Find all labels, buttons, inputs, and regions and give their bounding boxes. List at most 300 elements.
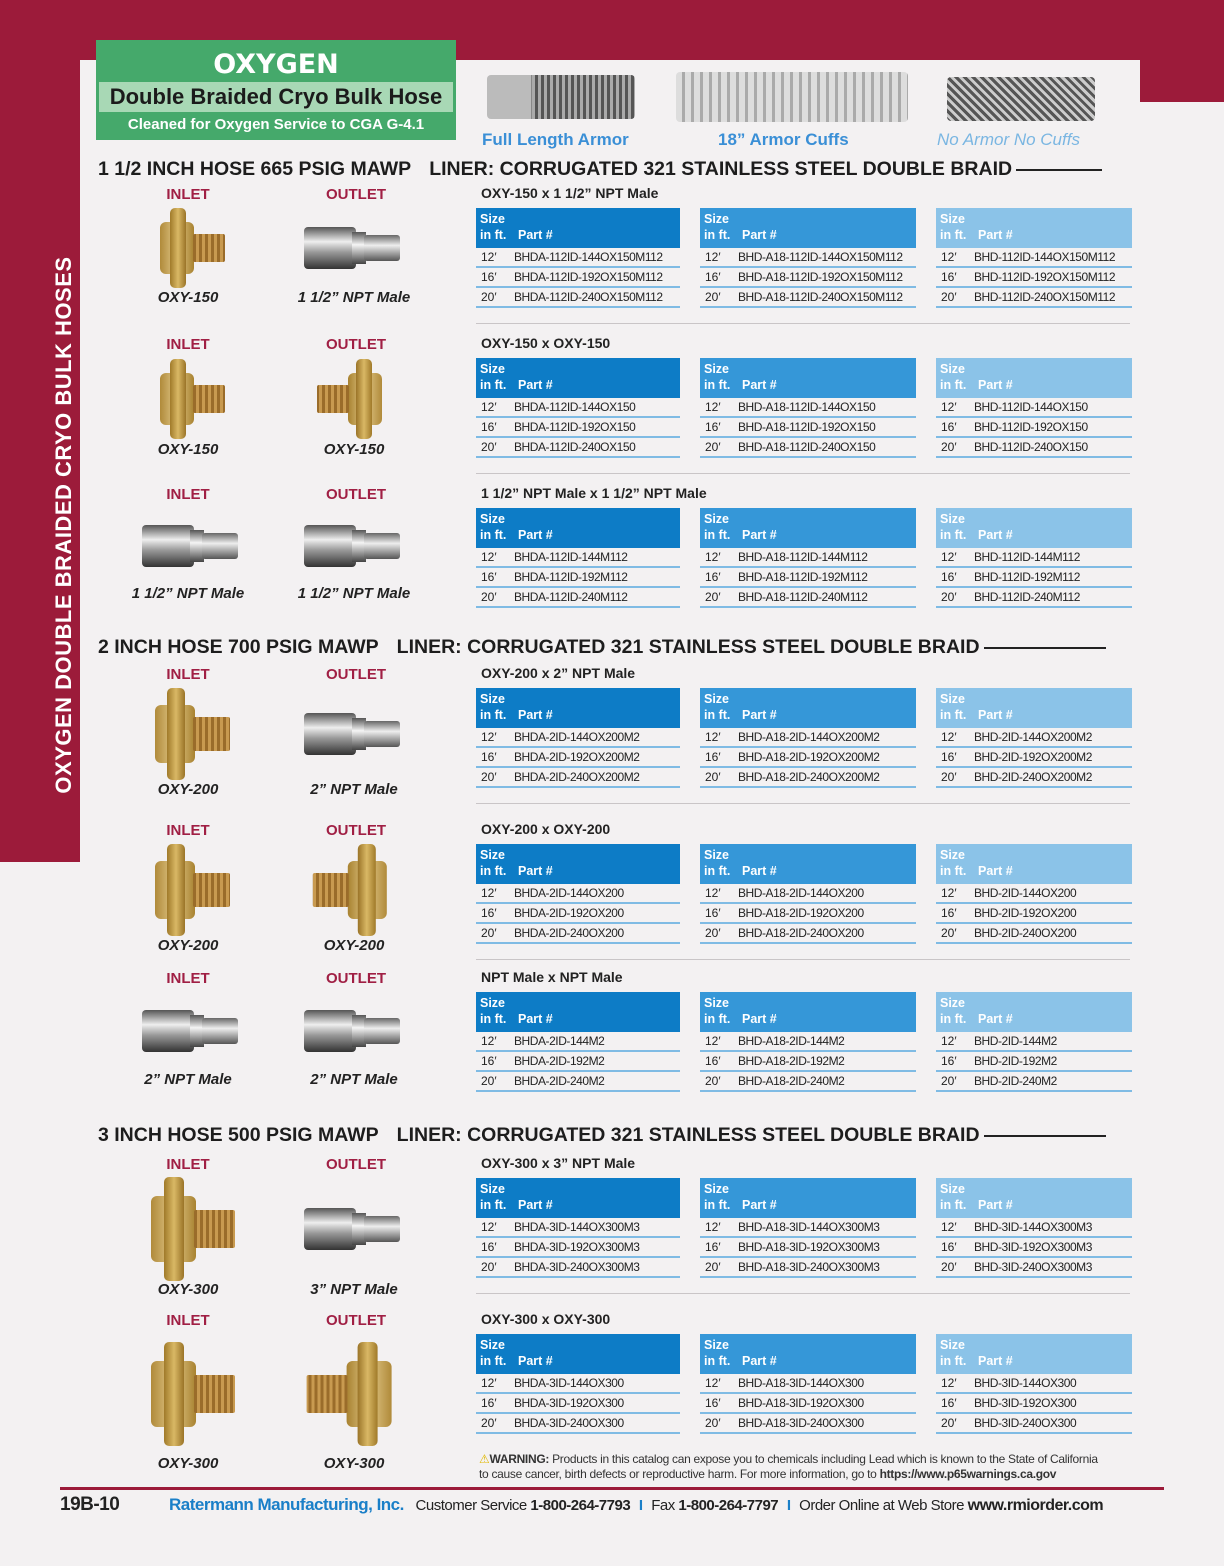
section-title	[98, 636, 1106, 659]
table-row	[476, 418, 680, 438]
size-cell: 20′	[481, 1416, 497, 1430]
part-header: Part #	[978, 708, 1013, 722]
table-header	[936, 358, 1132, 398]
table-row	[700, 438, 916, 458]
part-number-cell: BHDA-2ID-144OX200	[514, 886, 624, 900]
size-header: Size	[480, 1338, 506, 1352]
size-header: Size	[940, 1338, 966, 1352]
inlet-label: INLET	[166, 1312, 210, 1329]
table-row	[700, 768, 916, 788]
assembly-title: NPT Male x NPT Male	[481, 969, 623, 985]
outlet-label: OUTLET	[326, 1156, 386, 1173]
table-header	[936, 1334, 1132, 1374]
table-row	[936, 1238, 1132, 1258]
table-row	[700, 268, 916, 288]
table-row	[476, 288, 680, 308]
size-header: Size	[704, 362, 730, 376]
size-cell: 20′	[941, 590, 957, 604]
web-link[interactable]: www.rmiorder.com	[967, 1497, 1104, 1514]
part-table	[700, 844, 916, 944]
size-header-unit: in ft.	[480, 864, 507, 878]
footer	[60, 1494, 1170, 1516]
part-header: Part #	[978, 528, 1013, 542]
table-row	[700, 568, 916, 588]
inlet-label: INLET	[166, 822, 210, 839]
part-header: Part #	[518, 1354, 553, 1368]
part-number-cell: BHD-A18-112ID-240OX150M112	[738, 290, 903, 304]
size-cell: 16′	[941, 270, 957, 284]
title-rule	[1016, 169, 1102, 171]
table-header	[476, 508, 680, 548]
size-cell: 20′	[481, 290, 497, 304]
size-header-unit: in ft.	[704, 1198, 731, 1212]
size-cell: 20′	[481, 1260, 497, 1274]
outlet-caption: OXY-300	[323, 1455, 385, 1472]
part-number-cell: BHD-A18-3ID-192OX300M3	[738, 1240, 880, 1254]
size-cell: 12′	[941, 730, 957, 744]
size-cell: 12′	[481, 730, 497, 744]
table-row	[936, 1218, 1132, 1238]
assembly-title: OXY-300 x 3” NPT Male	[481, 1155, 636, 1171]
table-row	[476, 1072, 680, 1092]
size-cell: 12′	[481, 1220, 497, 1234]
outlet-label: OUTLET	[326, 970, 386, 987]
size-header: Size	[940, 1182, 966, 1196]
oxy-fitting-icon	[149, 688, 232, 780]
part-header: Part #	[518, 864, 553, 878]
size-header-unit: in ft.	[704, 378, 731, 392]
part-header: Part #	[518, 528, 553, 542]
part-table	[700, 508, 916, 608]
table-row	[936, 1052, 1132, 1072]
full-length-armor-label: Full Length Armor	[482, 130, 629, 149]
table-row	[476, 1394, 680, 1414]
table-header	[476, 992, 680, 1032]
part-number-cell: BHDA-2ID-144M2	[514, 1034, 605, 1048]
part-header: Part #	[978, 1198, 1013, 1212]
full-armor-image	[487, 75, 635, 119]
part-table	[476, 358, 680, 458]
table-header	[700, 508, 916, 548]
part-number-cell: BHD-A18-3ID-240OX300	[738, 1416, 864, 1430]
size-header: Size	[704, 1338, 730, 1352]
part-table	[936, 844, 1132, 944]
table-row	[476, 268, 680, 288]
part-number-cell: BHDA-112ID-240M112	[514, 590, 628, 604]
title-rule	[984, 1135, 1106, 1137]
table-row	[700, 548, 916, 568]
size-cell: 20′	[481, 770, 497, 784]
part-header: Part #	[518, 378, 553, 392]
part-number-cell: BHDA-112ID-240OX150M112	[514, 290, 663, 304]
size-cell: 20′	[481, 926, 497, 940]
part-number-cell: BHDA-3ID-192OX300	[514, 1396, 624, 1410]
footer-separator: I	[786, 1497, 791, 1514]
fax-label: Fax	[651, 1497, 679, 1514]
table-row	[476, 1258, 680, 1278]
top-band-tab	[1140, 60, 1224, 102]
table-row	[936, 768, 1132, 788]
hose-spec: 3 INCH HOSE 500 PSIG MAWP	[98, 1124, 379, 1146]
part-number-cell: BHD-A18-112ID-240M112	[738, 590, 868, 604]
warning-text: Products in this catalog can expose you to chemicals including Lead which is known to the State of California	[549, 1452, 1098, 1466]
table-row	[476, 768, 680, 788]
oxy-fitting-icon	[143, 1177, 237, 1281]
group-divider	[476, 323, 1130, 324]
part-number-cell: BHD-A18-3ID-192OX300	[738, 1396, 864, 1410]
size-cell: 12′	[705, 400, 721, 414]
table-row	[700, 1052, 916, 1072]
part-number-cell: BHD-A18-112ID-192OX150M112	[738, 270, 903, 284]
part-header: Part #	[742, 1354, 777, 1368]
size-header-unit: in ft.	[940, 228, 967, 242]
size-header-unit: in ft.	[480, 1354, 507, 1368]
outlet-caption: OXY-150	[323, 441, 385, 458]
part-number-cell: BHDA-3ID-240OX300M3	[514, 1260, 640, 1274]
outlet-caption: OXY-200	[323, 937, 385, 954]
size-cell: 12′	[481, 250, 497, 264]
size-cell: 12′	[481, 886, 497, 900]
size-cell: 16′	[705, 906, 721, 920]
assembly-title: OXY-150 x OXY-150	[481, 335, 611, 351]
size-header-unit: in ft.	[940, 1198, 967, 1212]
part-number-cell: BHDA-2ID-192OX200	[514, 906, 624, 920]
inlet-caption: OXY-300	[157, 1281, 219, 1298]
outlet-label: OUTLET	[326, 822, 386, 839]
size-cell: 20′	[705, 1074, 721, 1088]
part-number-cell: BHD-A18-3ID-144OX300	[738, 1376, 864, 1390]
size-header: Size	[704, 848, 730, 862]
part-table	[476, 508, 680, 608]
table-row	[476, 924, 680, 944]
table-row	[476, 904, 680, 924]
size-cell: 16′	[481, 1396, 497, 1410]
company-name: Ratermann Manufacturing, Inc.	[169, 1495, 404, 1514]
section-title	[98, 158, 1102, 181]
size-header-unit: in ft.	[704, 528, 731, 542]
part-header: Part #	[742, 1012, 777, 1026]
size-cell: 12′	[481, 400, 497, 414]
table-row	[700, 1258, 916, 1278]
table-row	[936, 288, 1132, 308]
npt-male-fitting-icon	[304, 522, 400, 570]
part-number-cell: BHDA-112ID-192M112	[514, 570, 628, 584]
prop65-warning	[479, 1452, 1098, 1482]
table-row	[936, 1394, 1132, 1414]
assembly-title: OXY-150 x 1 1/2” NPT Male	[481, 185, 659, 201]
table-header	[936, 508, 1132, 548]
section-title	[98, 1124, 1106, 1147]
table-row	[476, 728, 680, 748]
part-header: Part #	[518, 228, 553, 242]
part-number-cell: BHDA-2ID-240OX200M2	[514, 770, 640, 784]
table-row	[476, 1032, 680, 1052]
assembly-title: OXY-300 x OXY-300	[481, 1311, 611, 1327]
table-row	[476, 1218, 680, 1238]
inlet-caption: OXY-200	[157, 937, 219, 954]
size-cell: 12′	[941, 1220, 957, 1234]
table-row	[936, 1032, 1132, 1052]
size-cell: 12′	[705, 250, 721, 264]
outlet-caption: 2” NPT Male	[310, 1071, 398, 1088]
part-number-cell: BHD-112ID-192OX150M112	[974, 270, 1116, 284]
part-table	[936, 1178, 1132, 1278]
part-number-cell: BHDA-3ID-240OX300	[514, 1416, 624, 1430]
part-number-cell: BHDA-2ID-192OX200M2	[514, 750, 640, 764]
warning-text-2: to cause cancer, birth defects or reproductive harm. For more information, go to	[479, 1467, 880, 1481]
table-row	[476, 1374, 680, 1394]
size-header: Size	[480, 996, 506, 1010]
npt-male-fitting-icon	[304, 1007, 400, 1055]
table-row	[936, 924, 1132, 944]
outlet-label: OUTLET	[326, 1312, 386, 1329]
size-header-unit: in ft.	[704, 864, 731, 878]
table-row	[700, 884, 916, 904]
side-label: OXYGEN DOUBLE BRAIDED CRYO BULK HOSES	[51, 256, 76, 794]
size-header-unit: in ft.	[704, 1354, 731, 1368]
table-header	[476, 688, 680, 728]
liner-spec: LINER: CORRUGATED 321 STAINLESS STEEL DOUBLE BRAID	[396, 1124, 980, 1146]
table-row	[936, 398, 1132, 418]
size-cell: 16′	[705, 420, 721, 434]
part-number-cell: BHD-A18-2ID-144OX200M2	[738, 730, 880, 744]
table-header	[476, 1178, 680, 1218]
size-cell: 20′	[705, 1416, 721, 1430]
size-header-unit: in ft.	[704, 228, 731, 242]
order-label: Order Online at Web Store	[799, 1497, 968, 1514]
side-tab	[0, 60, 80, 862]
table-row	[700, 1072, 916, 1092]
size-cell: 16′	[481, 270, 497, 284]
size-cell: 12′	[705, 1034, 721, 1048]
size-header: Size	[704, 512, 730, 526]
table-row	[700, 1394, 916, 1414]
table-row	[936, 748, 1132, 768]
part-header: Part #	[518, 708, 553, 722]
product-title-box	[96, 40, 456, 140]
inlet-caption: OXY-150	[157, 289, 219, 306]
size-cell: 12′	[941, 1376, 957, 1390]
inlet-label: INLET	[166, 666, 210, 683]
oxy-fitting-icon	[305, 1342, 399, 1446]
assembly-title: OXY-200 x 2” NPT Male	[481, 665, 636, 681]
part-number-cell: BHD-A18-3ID-240OX300M3	[738, 1260, 880, 1274]
table-row	[700, 1032, 916, 1052]
armor-cuffs-label: 18” Armor Cuffs	[718, 130, 849, 149]
size-header: Size	[940, 362, 966, 376]
table-row	[476, 248, 680, 268]
part-number-cell: BHD-A18-2ID-192OX200	[738, 906, 864, 920]
part-number-cell: BHD-A18-2ID-240M2	[738, 1074, 845, 1088]
size-header: Size	[704, 212, 730, 226]
size-header-unit: in ft.	[704, 708, 731, 722]
part-number-cell: BHD-2ID-144OX200M2	[974, 730, 1092, 744]
size-header: Size	[940, 512, 966, 526]
size-header: Size	[480, 692, 506, 706]
size-cell: 20′	[705, 440, 721, 454]
npt-male-fitting-icon	[304, 710, 400, 758]
size-header-unit: in ft.	[940, 528, 967, 542]
table-header	[936, 992, 1132, 1032]
size-header: Size	[480, 362, 506, 376]
size-header-unit: in ft.	[480, 378, 507, 392]
assembly-title: OXY-200 x OXY-200	[481, 821, 611, 837]
table-row	[936, 884, 1132, 904]
part-number-cell: BHD-2ID-144M2	[974, 1034, 1057, 1048]
size-cell: 16′	[481, 906, 497, 920]
part-table	[476, 208, 680, 308]
size-cell: 16′	[705, 1054, 721, 1068]
part-header: Part #	[978, 864, 1013, 878]
part-number-cell: BHDA-112ID-192OX150M112	[514, 270, 663, 284]
group-divider	[476, 1293, 1130, 1294]
cs-phone: 1-800-264-7793	[530, 1497, 631, 1514]
part-number-cell: BHD-A18-112ID-144M112	[738, 550, 868, 564]
part-number-cell: BHD-3ID-240OX300M3	[974, 1260, 1092, 1274]
part-table	[936, 1334, 1132, 1434]
group-divider	[476, 473, 1130, 474]
warning-icon: ⚠	[479, 1452, 490, 1466]
table-row	[700, 1374, 916, 1394]
table-header	[700, 208, 916, 248]
size-cell: 16′	[941, 420, 957, 434]
assembly-title: 1 1/2” NPT Male x 1 1/2” NPT Male	[481, 485, 707, 501]
part-number-cell: BHDA-112ID-144M112	[514, 550, 628, 564]
inlet-label: INLET	[166, 486, 210, 503]
table-row	[476, 398, 680, 418]
table-row	[700, 418, 916, 438]
npt-male-fitting-icon	[142, 522, 238, 570]
part-number-cell: BHDA-2ID-240OX200	[514, 926, 624, 940]
size-cell: 16′	[941, 1396, 957, 1410]
table-header	[936, 1178, 1132, 1218]
size-cell: 20′	[941, 1416, 957, 1430]
part-number-cell: BHD-2ID-144OX200	[974, 886, 1077, 900]
npt-male-fitting-icon	[304, 224, 400, 272]
part-number-cell: BHD-3ID-144OX300	[974, 1376, 1077, 1390]
size-cell: 12′	[705, 550, 721, 564]
no-armor-image	[947, 77, 1095, 121]
part-table	[936, 508, 1132, 608]
part-header: Part #	[742, 228, 777, 242]
table-row	[936, 588, 1132, 608]
part-number-cell: BHDA-3ID-144OX300	[514, 1376, 624, 1390]
table-row	[700, 1414, 916, 1434]
part-number-cell: BHD-112ID-144M112	[974, 550, 1080, 564]
part-number-cell: BHD-A18-2ID-192M2	[738, 1054, 845, 1068]
outlet-label: OUTLET	[326, 486, 386, 503]
part-table	[936, 208, 1132, 308]
size-cell: 16′	[705, 1240, 721, 1254]
warning-link[interactable]: https://www.p65warnings.ca.gov	[879, 1467, 1057, 1481]
inlet-label: INLET	[166, 1156, 210, 1173]
no-armor-label: No Armor No Cuffs	[937, 130, 1080, 149]
part-number-cell: BHD-2ID-240M2	[974, 1074, 1057, 1088]
part-number-cell: BHDA-112ID-144OX150	[514, 400, 636, 414]
size-cell: 12′	[705, 730, 721, 744]
table-row	[700, 1238, 916, 1258]
size-cell: 20′	[705, 1260, 721, 1274]
size-header-unit: in ft.	[704, 1012, 731, 1026]
table-row	[700, 904, 916, 924]
part-header: Part #	[518, 1198, 553, 1212]
part-table	[476, 1334, 680, 1434]
table-row	[700, 248, 916, 268]
part-number-cell: BHD-112ID-144OX150	[974, 400, 1088, 414]
size-cell: 20′	[481, 1074, 497, 1088]
part-header: Part #	[742, 378, 777, 392]
part-number-cell: BHD-A18-112ID-144OX150	[738, 400, 876, 414]
size-header-unit: in ft.	[940, 1354, 967, 1368]
size-cell: 16′	[941, 1054, 957, 1068]
size-cell: 16′	[941, 570, 957, 584]
table-row	[936, 568, 1132, 588]
table-row	[700, 588, 916, 608]
size-header: Size	[480, 512, 506, 526]
part-number-cell: BHD-112ID-192OX150	[974, 420, 1088, 434]
part-number-cell: BHD-A18-112ID-144OX150M112	[738, 250, 903, 264]
table-row	[936, 1414, 1132, 1434]
part-number-cell: BHDA-112ID-192OX150	[514, 420, 636, 434]
table-row	[936, 1258, 1132, 1278]
part-number-cell: BHD-112ID-192M112	[974, 570, 1080, 584]
table-row	[476, 884, 680, 904]
inlet-caption: OXY-300	[157, 1455, 219, 1472]
table-header	[476, 1334, 680, 1374]
size-cell: 12′	[941, 886, 957, 900]
part-number-cell: BHD-2ID-192M2	[974, 1054, 1057, 1068]
part-table	[476, 1178, 680, 1278]
part-table	[936, 358, 1132, 458]
oxy-fitting-icon	[311, 844, 394, 936]
table-row	[936, 418, 1132, 438]
size-cell: 12′	[705, 1220, 721, 1234]
part-table	[700, 1178, 916, 1278]
part-table	[700, 1334, 916, 1434]
size-header: Size	[940, 212, 966, 226]
inlet-caption: 1 1/2” NPT Male	[131, 585, 245, 602]
table-row	[476, 548, 680, 568]
part-number-cell: BHDA-2ID-192M2	[514, 1054, 605, 1068]
part-number-cell: BHDA-2ID-144OX200M2	[514, 730, 640, 744]
part-header: Part #	[742, 708, 777, 722]
table-header	[476, 844, 680, 884]
table-row	[476, 438, 680, 458]
title-rule	[984, 647, 1106, 649]
size-cell: 16′	[481, 750, 497, 764]
size-cell: 12′	[941, 400, 957, 414]
liner-spec: LINER: CORRUGATED 321 STAINLESS STEEL DOUBLE BRAID	[396, 636, 980, 658]
npt-male-fitting-icon	[304, 1205, 400, 1253]
table-row	[476, 588, 680, 608]
oxy-fitting-icon	[154, 208, 226, 288]
oxy-fitting-icon	[149, 844, 232, 936]
size-header-unit: in ft.	[940, 1012, 967, 1026]
footer-separator: I	[638, 1497, 643, 1514]
part-table	[476, 844, 680, 944]
part-table	[700, 208, 916, 308]
size-header: Size	[940, 848, 966, 862]
size-header-unit: in ft.	[480, 528, 507, 542]
part-table	[476, 688, 680, 788]
table-row	[700, 748, 916, 768]
size-cell: 16′	[481, 420, 497, 434]
size-cell: 20′	[705, 590, 721, 604]
table-header	[700, 844, 916, 884]
table-row	[936, 1072, 1132, 1092]
size-header: Size	[480, 848, 506, 862]
inlet-caption: 2” NPT Male	[144, 1071, 232, 1088]
